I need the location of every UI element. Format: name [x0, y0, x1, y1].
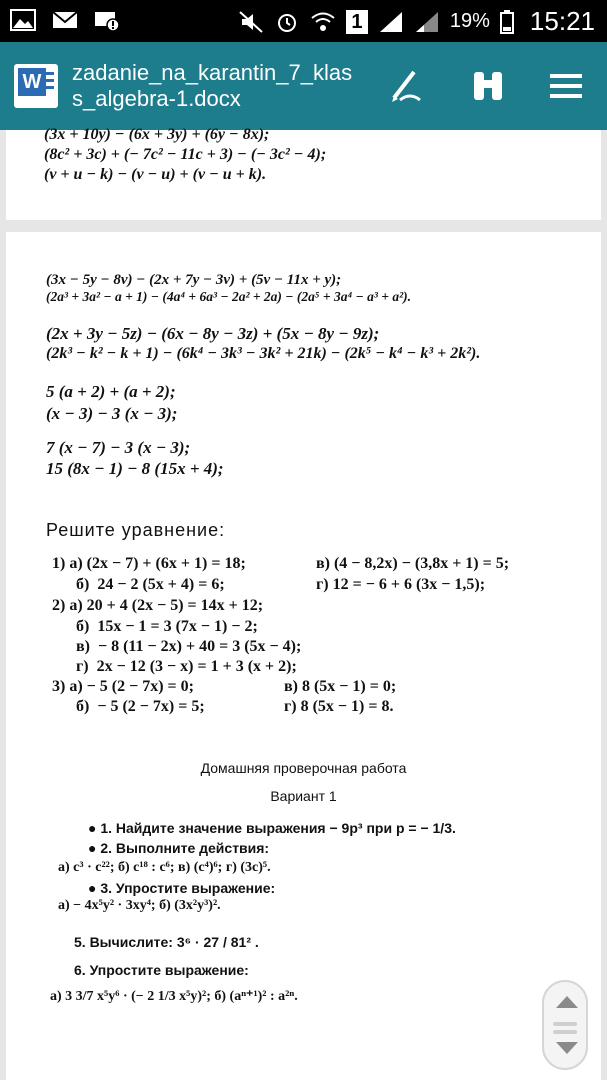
pen-icon — [386, 66, 426, 106]
equation-left: 1) а) (2x − 7) + (6x + 1) = 18; — [52, 555, 246, 572]
signal-icon — [378, 10, 404, 34]
equation-left: 2) а) 20 + 4 (2x − 5) = 14x + 12; — [52, 597, 264, 614]
menu-button[interactable] — [544, 64, 588, 108]
task-line: 5. Вычислите: 3⁶ · 27 / 81² . — [74, 934, 259, 950]
homework-title: Домашняя проверочная работа — [200, 760, 407, 776]
page-scroller[interactable] — [542, 980, 588, 1070]
task-line: а) c³ · c²²; б) c¹⁸ : c⁶; в) (c⁴)⁶; г) (3c)⁵. — [58, 860, 271, 875]
solve-heading: Решите уравнение: — [46, 520, 226, 540]
task-line: 6. Упростите выражение: — [74, 962, 249, 978]
mute-icon — [238, 10, 264, 34]
expression-line: (x − 3) − 3 (x − 3); — [46, 404, 178, 423]
equation-left: б) 15x − 1 = 3 (7x − 1) − 2; — [52, 618, 258, 635]
task-line: а) 3 3/7 x⁵y⁶ · (− 2 1/3 x⁵y)²; б) (aⁿ⁺¹)² : a²ⁿ. — [50, 989, 298, 1004]
document-page-1 — [6, 126, 601, 220]
system-icons — [238, 6, 595, 37]
alert-mail-icon — [94, 8, 120, 32]
equation-right: г) 8 (5x − 1) = 8. — [284, 698, 394, 715]
equation-left: г) 2x − 12 (3 − x) = 1 + 3 (x + 2); — [52, 658, 297, 675]
expression-line: (8c² + 3c) + (− 7c² − 11c + 3) − (− 3c² − 4); — [44, 146, 327, 163]
word-doc-icon — [14, 64, 58, 108]
clock: 15:21 — [529, 6, 595, 36]
status-bar — [0, 0, 607, 42]
document-title: zadanie_na_karantin_7_klass_algebra-1.docx — [72, 60, 353, 111]
task-line: ● 2. Выполните действия: — [88, 840, 270, 856]
equation-left: б) 24 − 2 (5x + 4) = 6; — [52, 576, 225, 593]
task-line: ● 1. Найдите значение выражения − 9p³ при p = − 1/3. — [88, 820, 456, 836]
scroller-grip — [553, 1030, 577, 1034]
equation-left: в) − 8 (11 − 2x) + 40 = 3 (5x − 4); — [52, 638, 302, 655]
expression-line: (v + u − k) − (v − u) + (v − u + k). — [44, 166, 267, 183]
expression-line: (2k³ − k² − k + 1) − (6k⁴ − 3k³ − 3k² + 21k) − (2k⁵ − k⁴ − k³ + 2k²). — [46, 345, 481, 362]
binoculars-icon — [468, 66, 508, 106]
expression-line: (3x − 5y − 8v) − (2x + 7y − 3v) + (5v − 11x + y); — [46, 272, 342, 288]
scroller-grip — [553, 1022, 577, 1026]
sim-icon: 1 — [346, 10, 368, 34]
expression-line: (3x + 10y) − (6x + 3y) + (6y − 8x); — [44, 126, 270, 143]
equation-right: г) 12 = − 6 + 6 (3x − 1,5); — [316, 576, 486, 593]
task-line: а) − 4x⁵y² · 3xy⁴; б) (3x²y³)². — [58, 898, 221, 913]
scroll-down-icon[interactable] — [556, 1042, 578, 1054]
expression-line: (2x + 3y − 5z) − (6x − 8y − 3z) + (5x − 8y − 9z); — [46, 324, 380, 343]
variant-label: Вариант 1 — [270, 788, 337, 804]
wifi-icon — [310, 10, 336, 34]
mail-icon — [52, 8, 78, 32]
equation-left: б) − 5 (2 − 7x) = 5; — [52, 698, 205, 715]
document-page-2 — [6, 232, 601, 1080]
alarm-icon — [274, 10, 300, 34]
expression-line: 15 (8x − 1) − 8 (15x + 4); — [46, 459, 224, 478]
scroll-up-icon[interactable] — [556, 996, 578, 1008]
notification-icons — [10, 8, 120, 32]
task-line: ● 3. Упростите выражение: — [88, 880, 276, 896]
edit-pen-button[interactable] — [384, 64, 428, 108]
expression-line: (2a³ + 3a² − a + 1) − (4a⁴ + 6a³ − 2a² + 2a) − (2a⁵ + 3a⁴ − a³ + a²). — [46, 289, 412, 304]
expression-line: 7 (x − 7) − 3 (x − 3); — [46, 438, 191, 457]
equation-right: в) (4 − 8,2x) − (3,8x + 1) = 5; — [316, 555, 510, 572]
word-icon-letter: W — [18, 68, 46, 96]
equation-left: 3) а) − 5 (2 − 7x) = 0; — [52, 678, 194, 695]
equation-right: в) 8 (5x − 1) = 0; — [284, 678, 397, 695]
battery-icon — [500, 10, 514, 34]
expression-line: 5 (a + 2) + (a + 2); — [46, 382, 176, 401]
image-icon — [10, 8, 36, 32]
battery-percent: 19% — [449, 10, 490, 32]
hamburger-icon — [546, 66, 586, 106]
app-bar — [0, 42, 607, 130]
find-button[interactable] — [466, 64, 510, 108]
signal-icon-2 — [414, 10, 440, 34]
